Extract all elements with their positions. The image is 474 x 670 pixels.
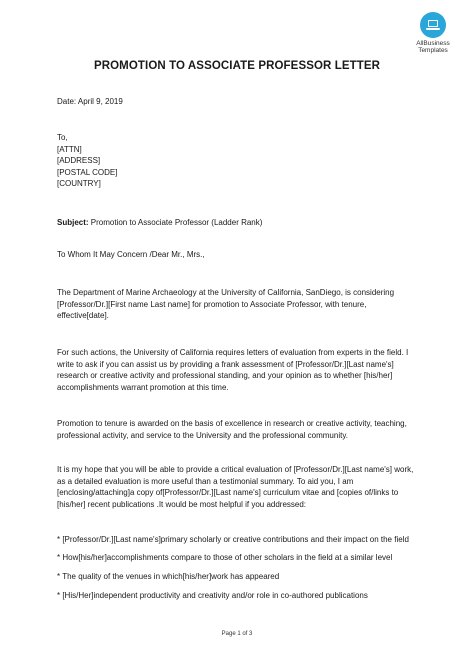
letter-date: Date: April 9, 2019	[57, 97, 123, 106]
bullet-item: * How[his/her]accomplishments compare to those of other scholars in the field at a similar level	[57, 553, 393, 562]
brand-name-line2: Templates	[418, 47, 448, 54]
paragraph	[57, 347, 427, 393]
address-line: To,	[57, 133, 68, 142]
address-line: [ATTN]	[57, 144, 82, 154]
bullet-item: * [His/Her]independent productivity and creativity and/or role in co-authored publications	[57, 591, 368, 600]
paragraph-line: [Professor/Dr.][First name Last name] for promotion to Associate Professor, with tenure,	[57, 299, 367, 309]
subject-label: Subject:	[57, 218, 89, 227]
brand-name-line1: AllBusiness	[416, 40, 450, 47]
laptop-icon	[420, 12, 446, 38]
page-number: Page 1 of 3	[221, 631, 253, 637]
bullet-item: * The quality of the venues in which[his/her]work has appeared	[57, 572, 280, 581]
paragraph	[57, 464, 427, 510]
salutation: To Whom It May Concern /Dear Mr., Mrs.,	[57, 250, 205, 259]
subject-text: Promotion to Associate Professor (Ladder Rank)	[88, 218, 263, 227]
paragraph-line: Promotion to tenure is awarded on the basis of excellence in research or creative activity, teaching,	[57, 419, 407, 428]
subject-line	[57, 217, 427, 229]
paragraph	[57, 418, 427, 441]
paragraph-line: professional activity, and service to the University and the professional community.	[57, 430, 348, 440]
address-line: [POSTAL CODE]	[57, 167, 118, 177]
paragraph-line: It is my hope that you will be able to provide a critical evaluation of [Professor/Dr.][Last name's] work,	[57, 465, 414, 474]
paragraph-line: [his/her] recent publications .It would be most helpful if you addressed:	[57, 499, 307, 509]
paragraph-line: For such actions, the University of California requires letters of evaluation from experts in the field. I	[57, 348, 409, 357]
document-title: PROMOTION TO ASSOCIATE PROFESSOR LETTER	[93, 60, 381, 72]
paragraph-line: as a detailed evaluation is more useful than a testimonial summary. To aid you, I am	[57, 476, 354, 486]
paragraph-line: The Department of Marine Archaeology at the University of California, SanDiego, is considering	[57, 288, 395, 297]
bullet-item: * [Professor/Dr.][Last name's]primary scholarly or creative contributions and their impact on the field	[57, 535, 409, 544]
paragraph-line: effective[date].	[57, 311, 109, 320]
brand-logo	[409, 12, 457, 54]
paragraph-line: accomplishments warrant promotion at this time.	[57, 382, 229, 392]
paragraph	[57, 287, 427, 322]
address-line: [ADDRESS]	[57, 156, 101, 165]
address-line: [COUNTRY]	[57, 179, 101, 188]
recipient-address	[57, 132, 427, 190]
paragraph-line: research or creative activity and professional standing, and your opinion as to whether [his/her]	[57, 371, 393, 380]
paragraph-line: write to ask if you can assist us by providing a frank assessment of [Professor/Dr.][Last name's]	[57, 359, 394, 369]
paragraph-line: [enclosing/attaching]a copy of[Professor/Dr.][Last name's] curriculum vitae and [copies of/links to	[57, 488, 399, 497]
